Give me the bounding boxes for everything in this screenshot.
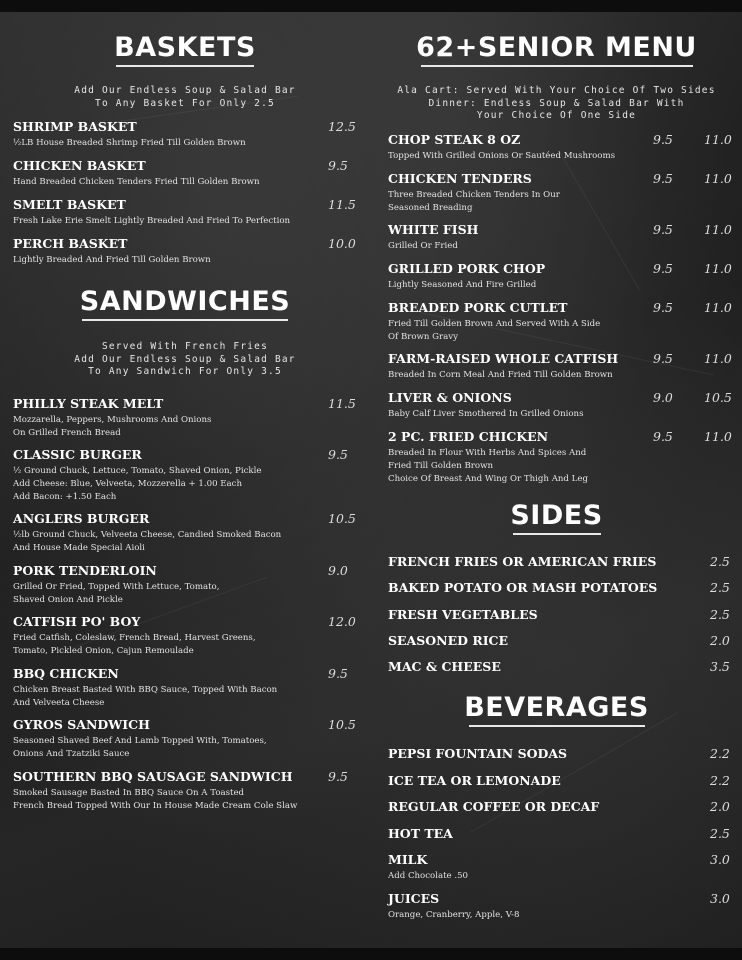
item-name: JUICES [388, 891, 440, 906]
item-price-ala-cart: 9.5 [653, 222, 673, 237]
menu-item [0, 197, 370, 228]
item-price: 2.5 [710, 826, 730, 841]
beverages-title: BEVERAGES [464, 692, 649, 723]
item-price-ala-cart: 9.5 [653, 261, 673, 276]
item-description: ½ Ground Chuck, Lettuce, Tomato, Shaved Onion, Pickle Add Cheese: Blue, Velveeta, Mozzerella + 1.00 Each Add Bacon: +1.50 Each [13, 466, 262, 502]
item-name: ANGLERS BURGER [13, 511, 150, 526]
menu-item [0, 511, 370, 555]
item-name: FRENCH FRIES OR AMERICAN FRIES [388, 554, 657, 569]
item-price: 2.2 [710, 746, 730, 761]
side-item [371, 633, 742, 648]
item-price-dinner: 11.0 [704, 261, 732, 276]
item-name: BAKED POTATO OR MASH POTATOES [388, 580, 658, 595]
item-description: Mozzarella, Peppers, Mushrooms And Onions On Grilled French Bread [13, 415, 212, 438]
item-price-dinner: 10.5 [704, 390, 732, 405]
item-price: 3.0 [710, 891, 730, 906]
baskets-heading [0, 32, 370, 67]
menu-item [371, 351, 742, 382]
menu-item [0, 717, 370, 761]
sides-title: SIDES [510, 500, 603, 531]
menu-board [0, 12, 742, 948]
item-description: Breaded In Corn Meal And Fried Till Golden Brown [388, 370, 613, 380]
item-price-dinner: 11.0 [704, 429, 732, 444]
menu-item [371, 132, 742, 163]
item-description: Lightly Breaded And Fried Till Golden Brown [13, 255, 211, 265]
item-price: 12.0 [328, 614, 356, 629]
item-description: Grilled Or Fried, Topped With Lettuce, Tomato, Shaved Onion And Pickle [13, 582, 220, 605]
baskets-title: BASKETS [114, 32, 256, 63]
item-price-ala-cart: 9.0 [653, 390, 673, 405]
item-name: CLASSIC BURGER [13, 447, 142, 462]
baskets-note: Add Our Endless Soup & Salad Bar To Any Basket For Only 2.5 [74, 85, 296, 109]
item-name: GRILLED PORK CHOP [388, 261, 546, 276]
item-description: Fried Catfish, Coleslaw, French Bread, Harvest Greens, Tomato, Pickled Onion, Cajun Remoulade [13, 633, 256, 656]
menu-item [371, 261, 742, 292]
item-name: PEPSI FOUNTAIN SODAS [388, 746, 568, 761]
item-price: 9.5 [328, 666, 348, 681]
menu-item [0, 563, 370, 607]
item-name: CHICKEN BASKET [13, 158, 146, 173]
item-name: MILK [388, 852, 428, 867]
side-item [371, 659, 742, 674]
item-price: 2.0 [710, 799, 730, 814]
item-name: BREADED PORK CUTLET [388, 300, 568, 315]
item-price: 3.5 [710, 659, 730, 674]
item-name: REGULAR COFFEE OR DECAF [388, 799, 600, 814]
item-description: Breaded In Flour With Herbs And Spices And Fried Till Golden Brown Choice Of Breast And Wing Or Thigh And Leg [388, 448, 588, 484]
item-name: FRESH VEGETABLES [388, 607, 538, 622]
item-name: CHICKEN TENDERS [388, 171, 532, 186]
item-price: 9.5 [328, 158, 348, 173]
side-item [371, 554, 742, 569]
beverage-item [371, 746, 742, 761]
item-price-dinner: 11.0 [704, 171, 732, 186]
menu-item [0, 447, 370, 503]
item-price: 2.5 [710, 554, 730, 569]
item-price-dinner: 11.0 [704, 351, 732, 366]
menu-item [371, 222, 742, 253]
item-price: 11.5 [328, 396, 356, 411]
item-name: FARM-RAISED WHOLE CATFISH [388, 351, 619, 366]
menu-item [0, 396, 370, 440]
sandwiches-underline [82, 319, 288, 321]
item-price: 3.0 [710, 852, 730, 867]
item-name: 2 PC. FRIED CHICKEN [388, 429, 549, 444]
item-price-ala-cart: 9.5 [653, 300, 673, 315]
beverage-item [371, 826, 742, 841]
item-price-ala-cart: 9.5 [653, 132, 673, 147]
item-price: 12.5 [328, 119, 356, 134]
beverage-item [371, 852, 742, 883]
item-price: 2.5 [710, 607, 730, 622]
item-description: ½lb Ground Chuck, Velveeta Cheese, Candied Smoked Bacon And House Made Special Aioli [13, 530, 282, 553]
sides-heading [371, 500, 742, 535]
senior-menu-underline [421, 65, 693, 67]
item-price: 10.5 [328, 717, 356, 732]
item-name: GYROS SANDWICH [13, 717, 150, 732]
item-name: CHOP STEAK 8 OZ [388, 132, 521, 147]
item-price-dinner: 11.0 [704, 222, 732, 237]
item-description: Orange, Cranberry, Apple, V-8 [388, 910, 520, 920]
item-name: WHITE FISH [388, 222, 479, 237]
beverages-underline [469, 725, 645, 727]
item-price: 9.5 [328, 769, 348, 784]
item-name: SMELT BASKET [13, 197, 126, 212]
item-description: Topped With Grilled Onions Or Sautéed Mushrooms [388, 151, 616, 161]
side-item [371, 580, 742, 595]
menu-item [0, 614, 370, 658]
item-price: 10.5 [328, 511, 356, 526]
item-description: Hand Breaded Chicken Tenders Fried Till Golden Brown [13, 177, 260, 187]
item-price-dinner: 11.0 [704, 300, 732, 315]
item-price: 2.5 [710, 580, 730, 595]
menu-item [0, 769, 370, 813]
item-name: LIVER & ONIONS [388, 390, 512, 405]
menu-item [0, 158, 370, 189]
item-description: Smoked Sausage Basted In BBQ Sauce On A Toasted French Bread Topped With Our In House Made Cream Cole Slaw [13, 788, 298, 811]
item-description: Fried Till Golden Brown And Served With A Side Of Brown Gravy [388, 319, 601, 342]
senior-menu-title: 62+SENIOR MENU [416, 32, 697, 63]
item-price: 9.0 [328, 563, 348, 578]
sides-underline [513, 533, 601, 535]
baskets-underline [116, 65, 254, 67]
item-price: 9.5 [328, 447, 348, 462]
menu-item [0, 236, 370, 267]
item-name: PORK TENDERLOIN [13, 563, 157, 578]
item-description: Grilled Or Fried [388, 241, 458, 251]
item-price-ala-cart: 9.5 [653, 351, 673, 366]
item-description: Seasoned Shaved Beef And Lamb Topped With, Tomatoes, Onions And Tzatziki Sauce [13, 736, 267, 759]
item-description: ½LB House Breaded Shrimp Fried Till Golden Brown [13, 138, 246, 148]
item-name: ICE TEA OR LEMONADE [388, 773, 561, 788]
menu-item [0, 119, 370, 150]
item-description: Add Chocolate .50 [388, 871, 469, 881]
sandwiches-title: SANDWICHES [79, 286, 291, 317]
sandwiches-heading [0, 286, 370, 321]
item-price: 10.0 [328, 236, 356, 251]
item-description: Three Breaded Chicken Tenders In Our Seasoned Breading [388, 190, 560, 213]
item-price-ala-cart: 9.5 [653, 429, 673, 444]
item-description: Lightly Seasoned And Fire Grilled [388, 280, 537, 290]
senior-menu-note: Ala Cart: Served With Your Choice Of Two Sides Dinner: Endless Soup & Salad Bar With Your Choice Of One Side [397, 85, 716, 121]
menu-item [371, 171, 742, 215]
item-price: 11.5 [328, 197, 356, 212]
item-price-ala-cart: 9.5 [653, 171, 673, 186]
side-item [371, 607, 742, 622]
beverage-item [371, 891, 742, 922]
sandwiches-note: Served With French Fries Add Our Endless Soup & Salad Bar To Any Sandwich For Only 3.5 [74, 341, 296, 377]
item-name: PHILLY STEAK MELT [13, 396, 164, 411]
item-name: MAC & CHEESE [388, 659, 501, 674]
beverages-heading [371, 692, 742, 727]
menu-item [0, 666, 370, 710]
menu-item [371, 429, 742, 485]
item-name: SOUTHERN BBQ SAUSAGE SANDWICH [13, 769, 293, 784]
item-name: SEASONED RICE [388, 633, 509, 648]
item-price: 2.2 [710, 773, 730, 788]
item-description: Chicken Breast Basted With BBQ Sauce, Topped With Bacon And Velveeta Cheese [13, 685, 278, 708]
item-name: SHRIMP BASKET [13, 119, 137, 134]
beverage-item [371, 799, 742, 814]
item-name: HOT TEA [388, 826, 453, 841]
item-name: CATFISH PO' BOY [13, 614, 141, 629]
item-description: Baby Calf Liver Smothered In Grilled Onions [388, 409, 584, 419]
item-name: PERCH BASKET [13, 236, 128, 251]
menu-item [371, 390, 742, 421]
item-price-dinner: 11.0 [704, 132, 732, 147]
senior-menu-heading [371, 32, 742, 67]
item-name: BBQ CHICKEN [13, 666, 119, 681]
menu-item [371, 300, 742, 344]
item-description: Fresh Lake Erie Smelt Lightly Breaded And Fried To Perfection [13, 216, 291, 226]
item-price: 2.0 [710, 633, 730, 648]
beverage-item [371, 773, 742, 788]
